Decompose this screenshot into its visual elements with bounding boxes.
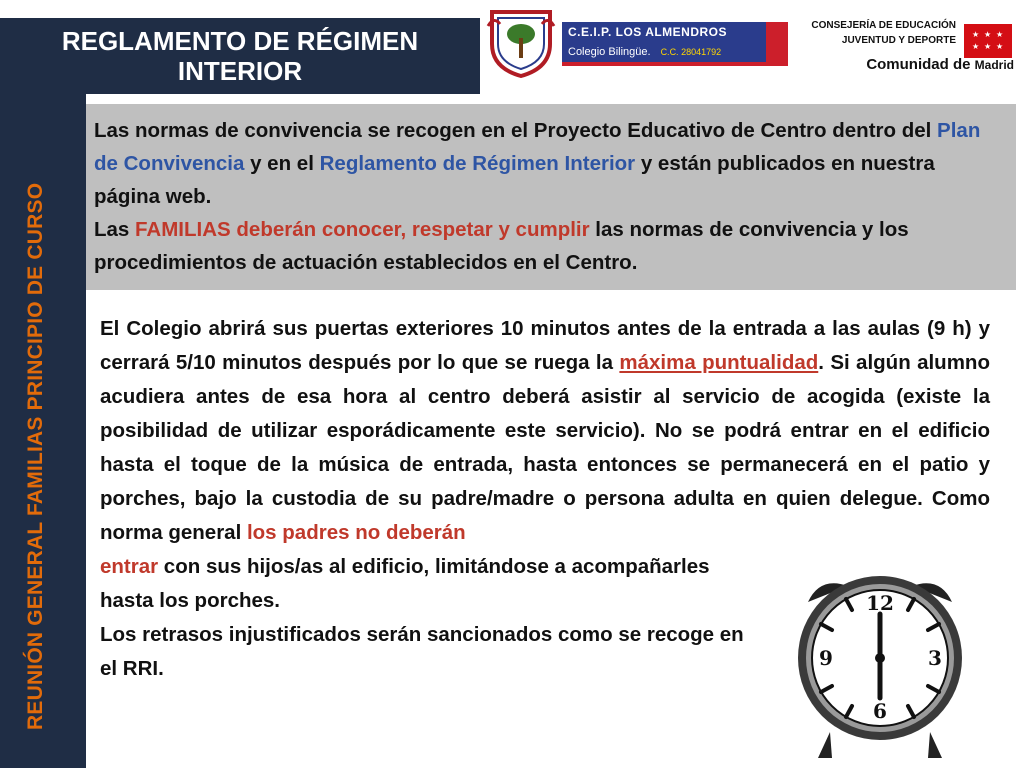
rules-p2-b: con sus hijos/as al edificio, limitándose a acompañarles hasta los porches.	[100, 555, 710, 612]
school-subtitle-row	[562, 42, 766, 62]
rules-p1-a: El Colegio abrirá sus puertas exteriores 10 minutos antes de la entrada a las aulas (9 h) y cerrará 5/10 minutos después por lo que se ruega la	[100, 317, 990, 374]
clock-number-6: 6	[873, 699, 887, 723]
rules-p1-c: . Si algún alumno acudiera antes de esa hora al centro deberá asistir al servicio de acogida (existe la posibilidad de utilizar esporádicamente este servicio). No se podrá entrar en el edificio hasta el toque de la música de entrada, hasta entonces se permanecerá en el patio y porches, bajo la custodia de su padre/madre o persona adulta en quien delegue. Como norma general	[100, 351, 990, 544]
vertical-title: REUNIÓN GENERAL FAMILIAS PRINCIPIO DE CURSO	[24, 182, 47, 730]
clock-number-12: 12	[866, 591, 894, 615]
title-line2: INTERIOR	[177, 56, 303, 86]
school-subtitle: Colegio Bilingüe.	[568, 46, 651, 58]
entrar-text: entrar	[100, 555, 159, 578]
gov-line3a: Comunidad de	[866, 56, 975, 73]
gov-line1: CONSEJERÍA DE EDUCACIÓN	[811, 20, 956, 31]
gov-line3b: Madrid	[974, 58, 1014, 72]
padres-no-deberan-text: los padres no deberán	[246, 521, 466, 544]
intro-p1-e: y están publicados en nuestra página web.	[94, 152, 935, 208]
title-line1: REGLAMENTO DE RÉGIMEN	[61, 26, 419, 56]
school-red-line	[562, 62, 788, 66]
familias-text: FAMILIAS deberán conocer, respetar y cumplir	[135, 218, 590, 241]
madrid-flag-icon: ★ ★ ★ ★ ★ ★	[964, 24, 1012, 58]
plan-convivencia-text: Plan de Convivencia	[94, 119, 981, 175]
intro-p2-a: Las	[94, 218, 136, 241]
government-logo	[800, 18, 1016, 78]
intro-p2-c: las normas de convivencia y los procedimientos de actuación establecidos en el Centro.	[94, 218, 909, 274]
school-code: C.C. 28041792	[660, 47, 722, 57]
maxima-puntualidad-text: máxima puntualidad	[619, 351, 819, 374]
rri-text: Reglamento de Régimen Interior	[319, 152, 636, 175]
intro-box	[86, 104, 1016, 290]
title-banner	[0, 18, 480, 94]
rules-paragraph-1	[100, 312, 990, 550]
alarm-clock-icon	[790, 572, 970, 768]
clock-number-3: 3	[928, 646, 942, 670]
school-name-box	[562, 22, 788, 72]
clock-number-9: 9	[819, 646, 833, 670]
intro-text	[94, 114, 1006, 279]
rules-paragraph-2	[100, 550, 760, 618]
rules-paragraph-3: Los retrasos injustificados serán sancionados como se recoge en el RRI.	[100, 623, 744, 680]
gov-line3	[866, 56, 1014, 73]
gov-line2: JUVENTUD Y DEPORTE	[841, 35, 956, 46]
intro-p1-a: Las normas de convivencia se recogen en el Proyecto Educativo de Centro dentro del	[94, 119, 938, 142]
school-crest-icon	[486, 6, 556, 78]
school-red-block	[766, 22, 788, 62]
school-name: C.E.I.P. LOS ALMENDROS	[562, 22, 766, 42]
intro-p1-c: y en el	[244, 152, 320, 175]
